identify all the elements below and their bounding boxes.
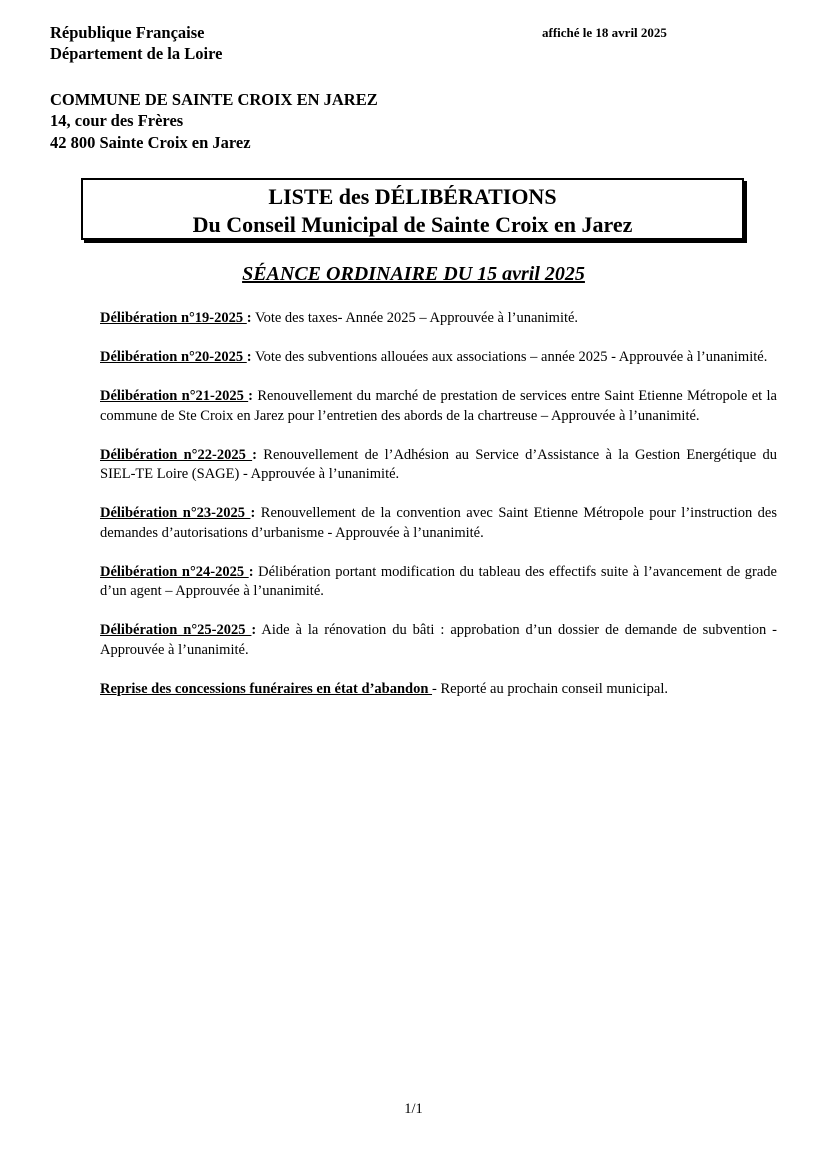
deliberation-separator: : (248, 388, 253, 404)
deliberation-text: Délibération portant modification du tableau des effectifs suite à l’avancement de grade d’un agent – Approuvée à l’unanimité. (100, 563, 777, 599)
deliberation-ref: Délibération n°23-2025 (100, 505, 251, 521)
deliberation-separator: : (248, 563, 254, 580)
deliberation-item (100, 446, 777, 485)
deliberation-item (100, 680, 777, 700)
deliberation-ref: Délibération n°21-2025 (100, 388, 249, 404)
posted-date: affiché le 18 avril 2025 (542, 25, 667, 40)
deliberation-separator: : (246, 310, 252, 326)
deliberation-text: Aide à la rénovation du bâti : approbation d’un dossier de demande de subvention - Approuvée à l’unanimité. (100, 622, 778, 658)
header-department: Département de la Loire (50, 44, 223, 63)
commune-street: 14, cour des Frères (50, 111, 184, 130)
deliberation-separator: : (251, 622, 257, 638)
deliberation-text: Renouvellement de l’Adhésion au Service d’Assistance à la Gestion Energétique du SIEL-TE Loire (SAGE) - Approuvée à l’unanimité. (100, 446, 777, 482)
page-number: 1/1 (404, 1101, 423, 1117)
deliberation-item (100, 348, 777, 368)
deliberation-ref: Délibération n°25-2025 (100, 622, 252, 638)
commune-city: 42 800 Sainte Croix en Jarez (50, 133, 251, 152)
deliberation-text: Renouvellement de la convention avec Saint Etienne Métropole pour l’instruction des demandes d’autorisations d’urbanisme - Approuvée à l’unanimité. (100, 505, 777, 541)
title-line-2: Du Conseil Municipal de Sainte Croix en Jarez (192, 212, 633, 237)
deliberation-separator: : (250, 505, 256, 521)
deliberation-ref: Délibération n°22-2025 (100, 446, 253, 463)
deliberation-list (100, 309, 777, 719)
deliberation-item (100, 621, 777, 660)
deliberation-text: Renouvellement du marché de prestation de services entre Saint Etienne Métropole et la commune de Ste Croix en Jarez pour l’entretien des abords de la chartreuse – Approuvée à l’unanimité. (100, 388, 777, 424)
deliberation-text: Vote des subventions allouées aux associations – année 2025 - Approuvée à l’unanimité. (251, 349, 768, 365)
deliberation-ref: Délibération n°20-2025 (100, 349, 247, 365)
deliberation-ref: Reprise des concessions funéraires en état d’abandon (100, 680, 433, 697)
header-republic: République Française (50, 23, 205, 42)
deliberation-item (100, 563, 777, 602)
deliberation-ref: Délibération n°19-2025 (100, 310, 247, 326)
deliberation-separator: : (252, 446, 257, 463)
commune-name: COMMUNE DE SAINTE CROIX EN JAREZ (50, 90, 378, 109)
deliberation-item (100, 387, 777, 426)
deliberation-text: - Reporté au prochain conseil municipal. (432, 680, 668, 697)
deliberation-ref: Délibération n°24-2025 (100, 563, 249, 580)
title-box (81, 178, 744, 240)
deliberation-item (100, 504, 777, 543)
deliberation-text: Vote des taxes- Année 2025 – Approuvée à l’unanimité. (251, 310, 579, 326)
session-heading: SÉANCE ORDINAIRE DU 15 avril 2025 (242, 263, 585, 285)
deliberation-item (100, 309, 777, 329)
deliberation-separator: : (246, 349, 252, 365)
title-line-1: LISTE des DÉLIBÉRATIONS (268, 184, 557, 209)
